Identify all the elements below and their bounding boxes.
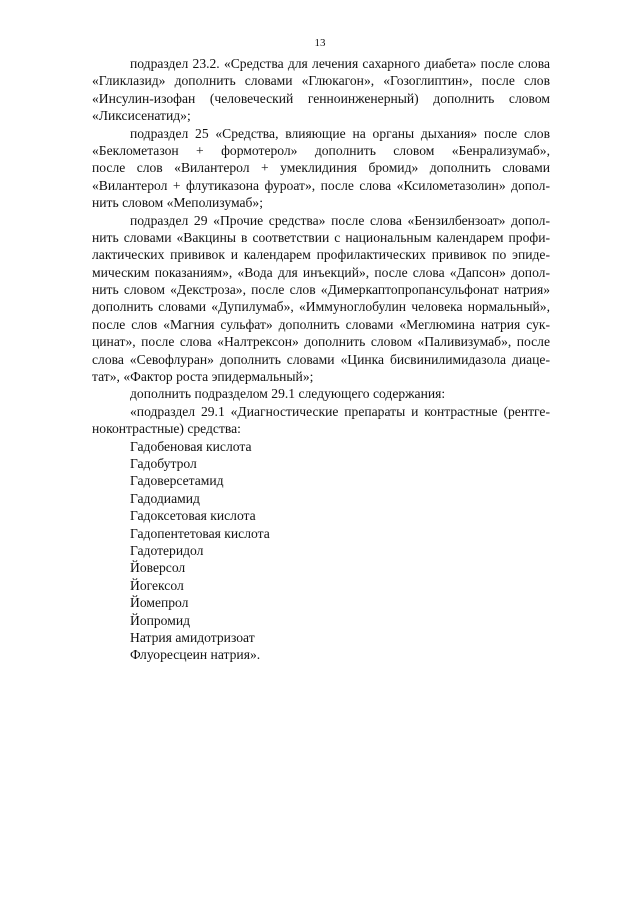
text-line: дополнить словами «Дупилумаб», «Иммуноглобулин человека нормальный», <box>92 299 550 315</box>
text-line: нить словом «Меполизумаб»; <box>92 195 263 211</box>
list-item: Гадобеновая кислота <box>130 438 252 454</box>
text-line: «Беклометазон + формотерол» дополнить словом «Бенрализумаб», <box>92 142 550 158</box>
text-line: подраздел 23.2. «Средства для лечения сахарного диабета» после слова <box>130 56 550 71</box>
list-item: Йоверсол <box>130 560 186 576</box>
text-line: «подраздел 29.1 «Диагностические препараты и контрастные (рентге- <box>130 403 550 419</box>
page-number: 13 <box>314 37 326 49</box>
text-line: «Инсулин-изофан (человеческий генноинженерный) дополнить словом <box>92 90 550 106</box>
text-line: лактических прививок и календарем профилактических прививок по эпиде- <box>92 247 550 263</box>
text-line: тат», «Фактор роста эпидермальный»; <box>92 369 314 385</box>
text-line: после слов «Магния сульфат» дополнить словами «Меглюмина натрия сук- <box>92 316 550 332</box>
list-item: Йомепрол <box>130 595 189 611</box>
text-line: цинат», после слова «Налтрексон» дополнить словом «Паливизумаб», после <box>92 334 550 350</box>
list-item: Йопромид <box>130 612 191 628</box>
paragraph-subsection-29-1 <box>92 403 550 438</box>
document-body <box>92 55 550 664</box>
text-line: «Вилантерол + флутиказона фуроат», после слова «Ксилометазолин» допол- <box>92 177 550 193</box>
text-line: «Гликлазид» дополнить словами «Глюкагон», «Гозоглиптин», после слов <box>92 73 550 89</box>
list-item: Гадотеридол <box>130 542 204 558</box>
text-line: «Ликсисенатид»; <box>92 108 191 124</box>
text-line: дополнить подразделом 29.1 следующего содержания: <box>130 386 446 402</box>
list-item: Йогексол <box>130 577 184 593</box>
list-item: Гадоксетовая кислота <box>130 508 256 524</box>
text-line: подраздел 25 «Средства, влияющие на органы дыхания» после слов <box>130 125 550 141</box>
text-line: нить словами «Вакцины в соответствии с национальным календарем профи- <box>92 229 550 245</box>
list-item: Натрия амидотризоат <box>130 629 255 645</box>
list-item: Флуоресцеин натрия». <box>130 647 261 663</box>
paragraph-subsection-25 <box>92 125 550 212</box>
paragraph-subsection-29 <box>92 212 550 386</box>
text-line: мическим показаниям», «Вода для инъекций», после слова «Дапсон» допол- <box>92 264 550 280</box>
text-line: нить словом «Декстроза», после слов «Димеркаптопропансульфонат натрия» <box>92 282 550 298</box>
paragraph-subsection-23-2 <box>92 55 550 125</box>
text-line: ноконтрастные) средства: <box>92 421 241 437</box>
text-line: после слов «Вилантерол + умеклидиния бромид» дополнить словами <box>92 160 550 176</box>
text-line: подраздел 29 «Прочие средства» после слова «Бензилбензоат» допол- <box>130 212 550 228</box>
list-item: Гадоверсетамид <box>130 473 224 489</box>
drug-list <box>92 438 550 664</box>
list-item: Гадобутрол <box>130 455 197 471</box>
text-line: слова «Севофлуран» дополнить словами «Цинка бисвинилимидазола диаце- <box>92 351 550 367</box>
list-item: Гадопентетовая кислота <box>130 525 270 541</box>
paragraph-add-subsection <box>92 385 550 402</box>
list-item: Гадодиамид <box>130 490 200 506</box>
